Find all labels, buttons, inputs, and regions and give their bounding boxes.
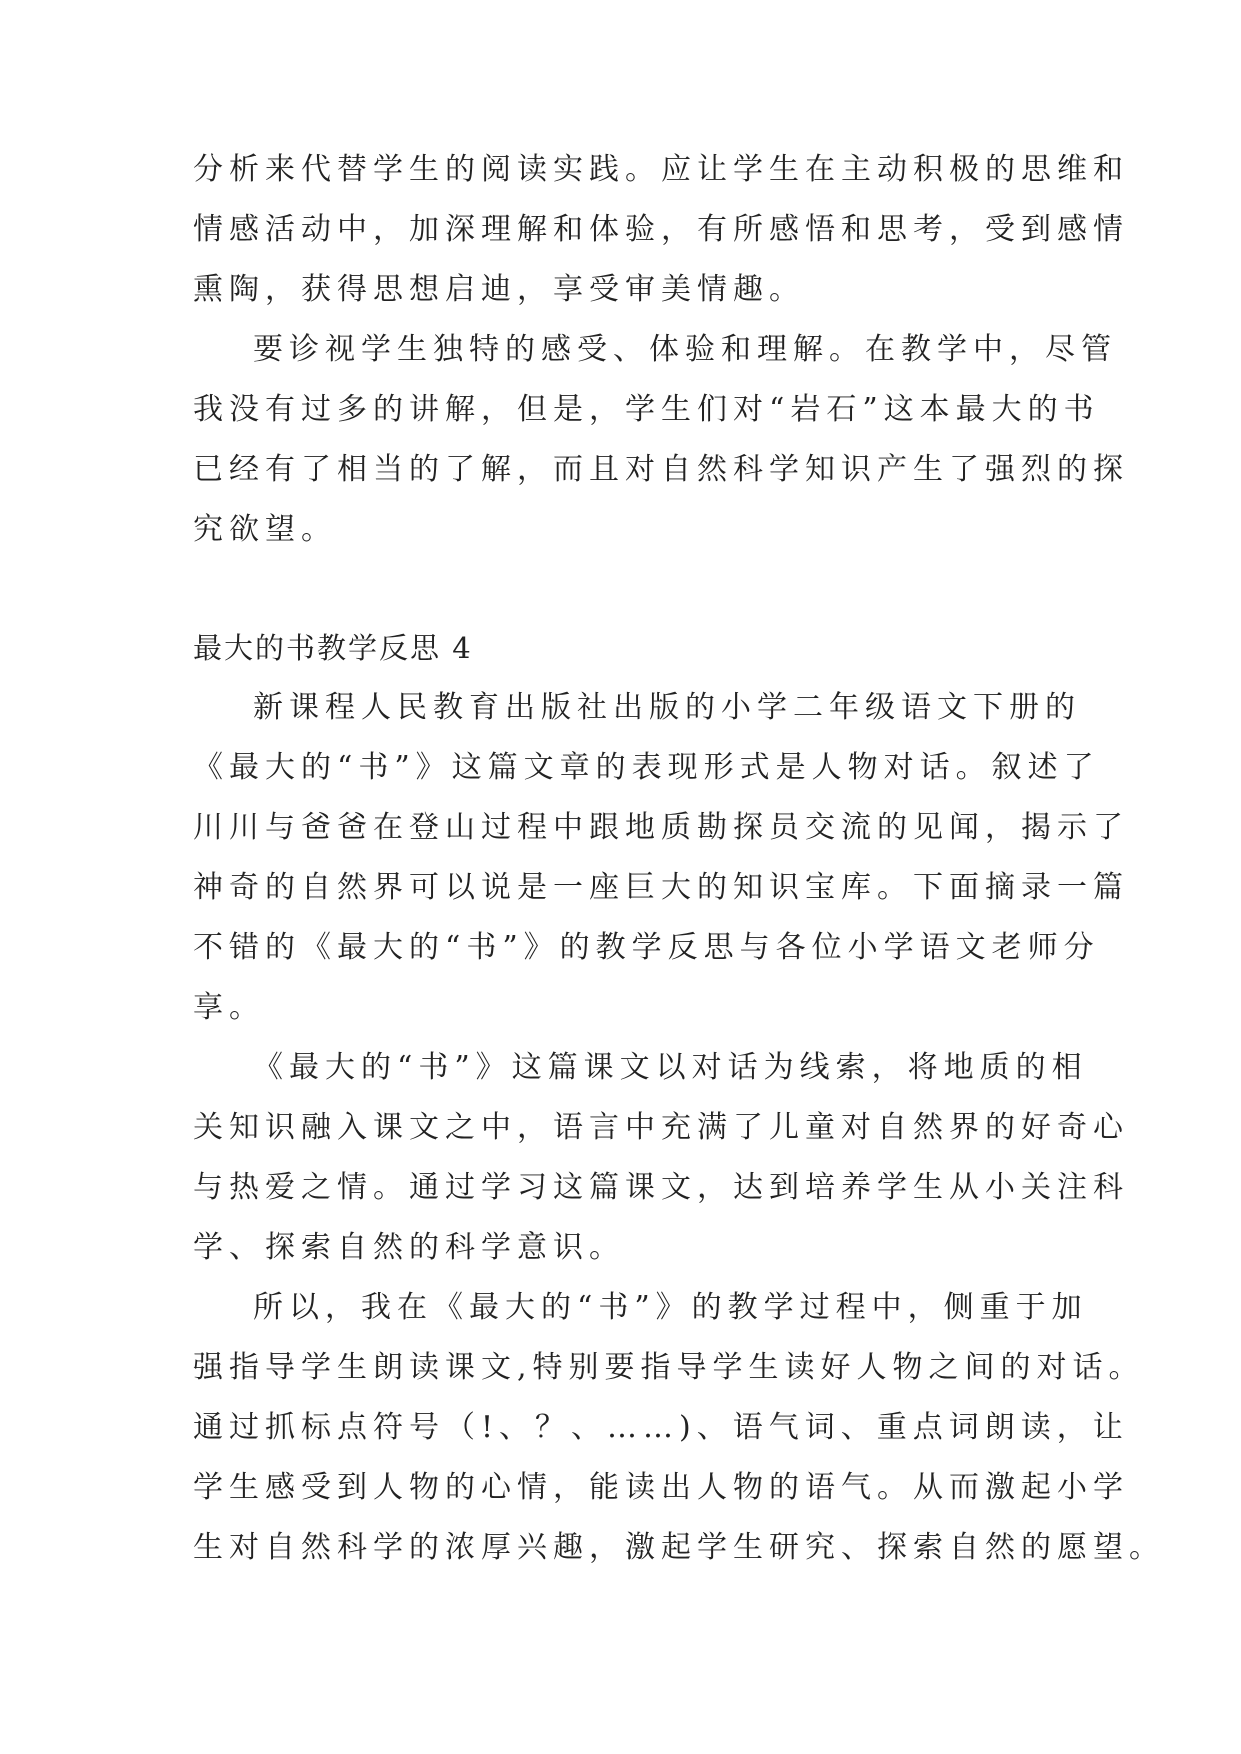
paragraph-line: 要诊视学生独特的感受、体验和理解。在教学中，尽管 (253, 332, 1117, 367)
paragraph-line: 熏陶，获得思想启迪，享受审美情趣。 (193, 272, 805, 307)
paragraph-line: 川川与爸爸在登山过程中跟地质勘探员交流的见闻，揭示了 (193, 810, 1129, 845)
paragraph-line: 学、探索自然的科学意识。 (193, 1230, 625, 1265)
paragraph-line: 我没有过多的讲解，但是，学生们对“岩石”这本最大的书 (193, 392, 1100, 427)
paragraph-line: 生对自然科学的浓厚兴趣，激起学生研究、探索自然的愿望。 (193, 1530, 1165, 1565)
paragraph-line: 学生感受到人物的心情，能读出人物的语气。从而激起小学 (193, 1470, 1129, 1505)
paragraph-line: 《最大的“书”》这篇文章的表现形式是人物对话。叙述了 (193, 750, 1100, 785)
section-heading: 最大的书教学反思 4 (193, 631, 473, 665)
paragraph-line: 《最大的“书”》这篇课文以对话为线索，将地质的相 (253, 1050, 1088, 1085)
paragraph-line: 分析来代替学生的阅读实践。应让学生在主动积极的思维和 (193, 152, 1129, 187)
paragraph-line: 不错的《最大的“书”》的教学反思与各位小学语文老师分 (193, 930, 1100, 965)
paragraph-line: 强指导学生朗读课文,特别要指导学生读好人物之间的对话。 (193, 1350, 1145, 1385)
paragraph-line: 究欲望。 (193, 512, 337, 547)
paragraph-line: 情感活动中，加深理解和体验，有所感悟和思考，受到感情 (193, 212, 1129, 247)
paragraph-line: 与热爱之情。通过学习这篇课文，达到培养学生从小关注科 (193, 1170, 1129, 1205)
paragraph-line: 享。 (193, 990, 265, 1025)
paragraph-line: 已经有了相当的了解，而且对自然科学知识产生了强烈的探 (193, 452, 1129, 487)
paragraph-line: 所以，我在《最大的“书”》的教学过程中，侧重于加 (253, 1290, 1088, 1325)
paragraph-line: 关知识融入课文之中，语言中充满了儿童对自然界的好奇心 (193, 1110, 1129, 1145)
paragraph-line: 通过抓标点符号（!、？、……)、语气词、重点词朗读，让 (193, 1410, 1129, 1445)
paragraph-line: 神奇的自然界可以说是一座巨大的知识宝库。下面摘录一篇 (193, 870, 1129, 905)
paragraph-line: 新课程人民教育出版社出版的小学二年级语文下册的 (253, 690, 1081, 725)
